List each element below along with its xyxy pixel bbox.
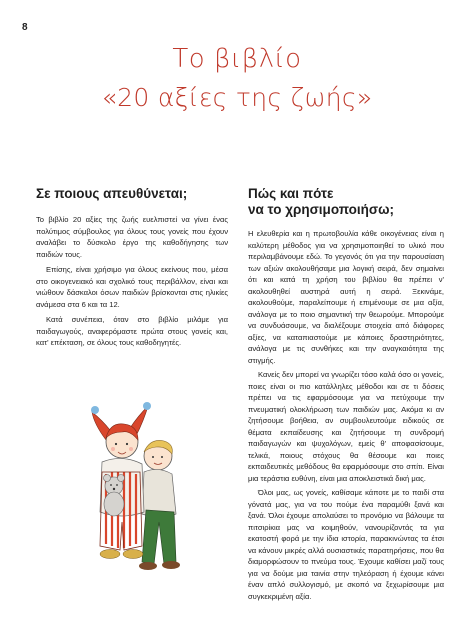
left-paragraph-1: Το βιβλίο 20 αξίες της ζωής ευελπιστεί να γίνει ένας πολύτιμος σύμβουλος για όλους τους γονείς που έχουν αναλάβει το δύσκολο έργο της καθοδήγησης των παιδιών τους. [36,215,228,259]
right-column-body [248,228,444,602]
right-heading-line-2: να το χρησιμοποιήσω; [248,202,395,217]
left-paragraph-2: Επίσης, είναι χρήσιμο για όλους εκείνους που, μέσα στο οικογενειακό και σχολικό τους περιβάλλον, είναι και νιώθουν δάσκαλοι όσων παιδιών βρίσκονται στις ηλικίες ανάμεσα στα 6 και τα 12. [36,265,228,309]
left-column-heading: Σε ποιους απευθύνεται; [36,186,188,201]
children-illustration [84,394,202,584]
left-column [36,186,228,349]
title-line-2: «20 αξίες της ζωής» [101,83,373,112]
right-column-heading [248,186,444,218]
right-paragraph-3: Όλοι μας, ως γονείς, καθίσαμε κάποτε με το παιδί στα γόνατά μας, για να του πούμε ένα παραμύθι ξανά και ξανά. Όλοι έχουμε απολαύσει το προνόμιο να βάλουμε τα πιτσιρίκια μας να κοιμηθούν, νανουρίζοντάς τα για εκατοστή φορά με την ίδια ιστορία, παρακινώντας τα έτσι να κάνουν μικρές αλλά ουσιαστικές παρατηρήσεις, που θα διαμορφώσουν το πνεύμα τους. Έχουμε καθίσει μαζί τους για να δούμε μια ταινία στην τηλεόραση ή έχουμε κάνει έναν απλό συλλογισμό, με σκοπό να ξεχωρίσουμε μια συγκεκριμένη αξία. [248,488,444,601]
right-paragraph-2: Κανείς δεν μπορεί να γνωρίζει τόσο καλά όσο οι γονείς, ποιες είναι οι πιο κατάλληλες μέθοδοι και σε τι δόσεις πρέπει να τις εφαρμόσουμε για να πετύχουμε την πνευματική ολοκλήρωση των παιδιών μας. Ακόμα κι αν ζητήσουμε βοήθεια, αν συμβουλευτούμε ειδικούς σε θέματα εκπαίδευσης και ζητήσουμε τη συνδρομή παιδαγωγών και ψυχολόγων, εμείς θ' αποφασίσουμε, τελικά, ποιους στόχους θα θέσουμε και ποιες εκπαιδευτικές μεθόδους θα εφαρμόσουμε στο σπίτι. Είναι μια τεράστια ευθύνη, είναι μια αποκλειστικά δική μας. [248,370,444,483]
right-paragraph-1: Η ελευθερία και η πρωτοβουλία κάθε οικογένειας είναι η καλύτερη μέθοδος για να χρησιμοποιηθεί το υλικό που περιλαμβάνουμε εδώ. Το γεγονός ότι για την παρουσίαση των αξιών ακολουθήσαμε μια λογική σειρά, δεν σημαίνει ότι και κατά τη χρήση του βιβλίου θα πρέπει ν' ακολουθηθεί αυστηρά αυτή η σειρά. Ξεκινάμε, ακολουθούμε, παραλείπουμε ή επιμένουμε σε μια αξία, ανάλογα με το ποιο σημαντική την θεωρούμε. Μπορούμε να συνδυάσουμε, να διαλέξουμε στοιχεία από διάφορες αξίες, να καταπιαστούμε με κάποιες δραστηριότητες, ανάλογα με τις συνθήκες και την αναγκαιότητα της στιγμής. [248,229,444,365]
page-title [0,42,474,115]
boy-figure [139,440,180,570]
right-column [248,186,444,602]
page-number: 8 [22,22,28,33]
left-paragraph-3: Κατά συνέπεια, όταν στο βιβλίο μιλάμε για παιδαγωγούς, αναφερόμαστε πρώτα στους γονείς και, κατ' επέκταση, σε όλους τους καθοδηγητές. [36,315,228,347]
title-line-1: Το βιβλίο [172,44,302,74]
left-column-body [36,214,228,349]
right-heading-line-1: Πώς και πότε [248,186,334,201]
